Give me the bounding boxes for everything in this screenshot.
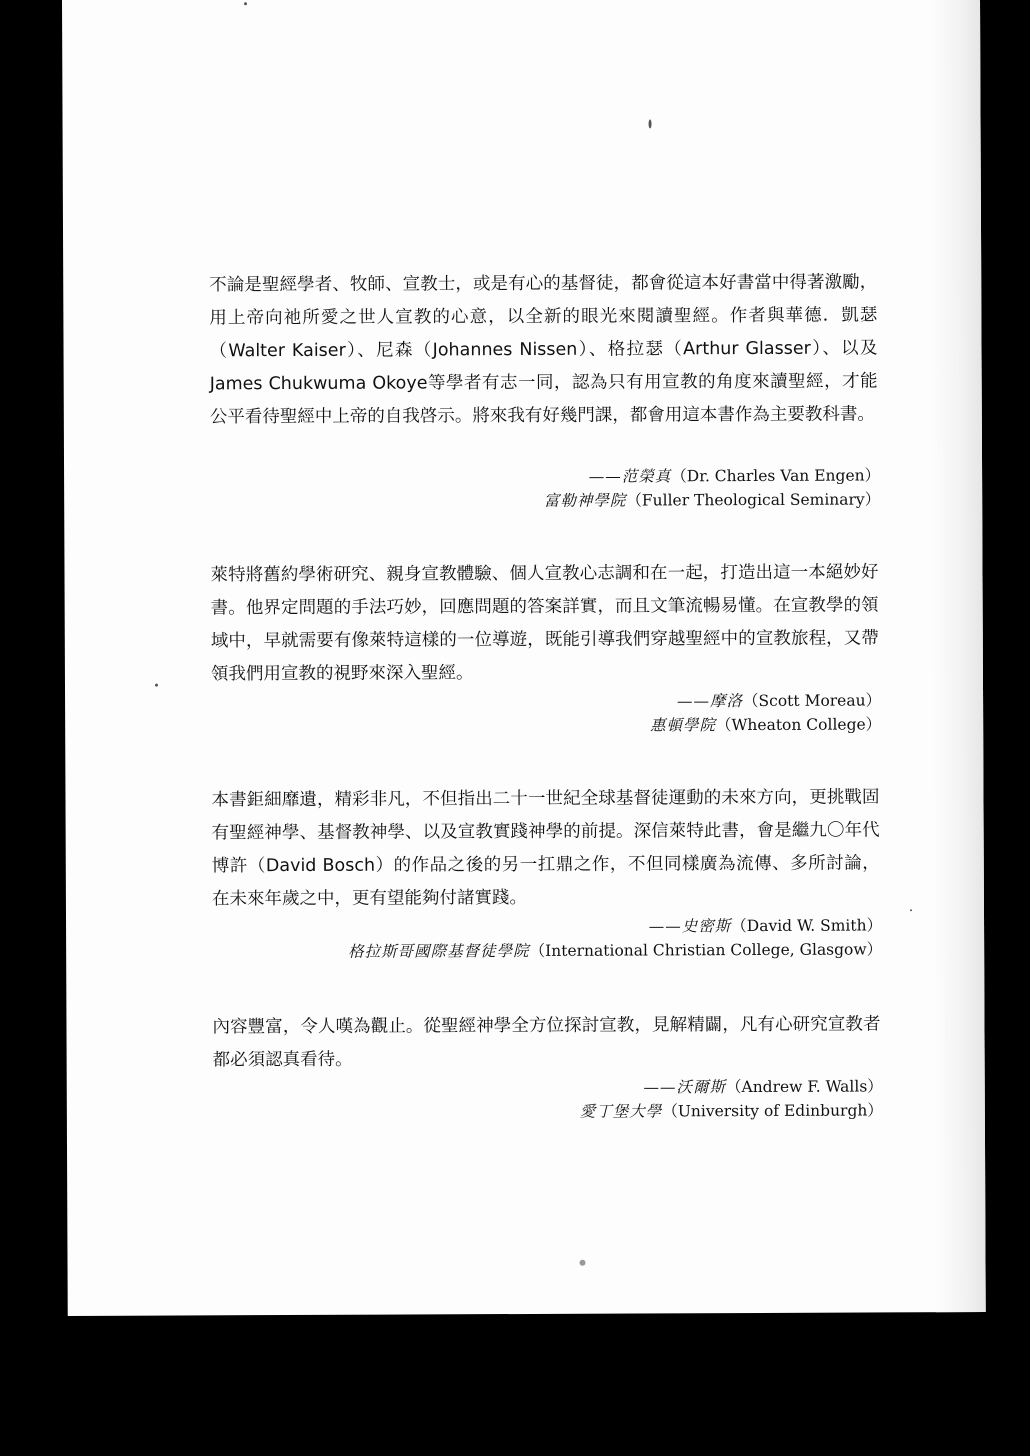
endorsement-attribution-2	[650, 688, 881, 737]
scan-speck	[580, 1260, 586, 1266]
attribution-org-line	[348, 937, 882, 963]
endorsement-attribution-3	[348, 913, 882, 963]
attribution-org-en: （University of Edinburgh）	[662, 1101, 883, 1121]
scan-speck	[155, 684, 158, 687]
endorsement-paragraph-3: 本書鉅細靡遺，精彩非凡，不但指出二十一世紀全球基督徒運動的未來方向，更挑戰固有聖經神學、基督教神學、以及宣教實踐神學的前提。深信萊特此書，會是繼九〇年代博許（David Bosch）的作品之後的另一扛鼎之作，不但同樣廣為流傳、多所討論，在未來年歲之中，更有望能夠付諸實踐。	[211, 787, 880, 910]
endorsement-paragraph-4: 內容豐富，令人嘆為觀止。從聖經神學全方位探討宣教，見解精闢，凡有心研究宣教者都必須認真看待。	[212, 1014, 881, 1071]
attribution-org-cn: 惠頓學院	[649, 716, 717, 735]
attribution-org-en: （Fuller Theological Seminary）	[626, 490, 881, 510]
attribution-name-cn: ——沃爾斯	[643, 1078, 727, 1097]
attribution-name-en: （Andrew F. Walls）	[725, 1077, 883, 1097]
attribution-org-en: （Wheaton College）	[715, 715, 882, 735]
scan-speck	[649, 119, 652, 128]
endorsement-attribution-4	[580, 1074, 883, 1123]
attribution-name-cn: ——范榮真	[588, 467, 672, 486]
scan-speck	[244, 2, 247, 5]
attribution-org-line	[580, 1098, 883, 1123]
attribution-name-en: （Scott Moreau）	[742, 691, 882, 711]
attribution-name-line	[650, 688, 881, 713]
attribution-org-cn: 格拉斯哥國際基督徒學院	[348, 941, 530, 961]
attribution-name-cn: ——摩洛	[676, 692, 744, 711]
attribution-name-line	[544, 463, 880, 488]
attribution-name-line	[580, 1074, 883, 1099]
attribution-name-en: （David W. Smith）	[731, 916, 883, 936]
attribution-org-line	[544, 487, 880, 512]
attribution-name-cn: ——史密斯	[648, 917, 732, 936]
endorsement-attribution-1	[544, 463, 881, 512]
attribution-org-en: （International Christian College, Glasgow）	[529, 940, 883, 960]
attribution-name-line	[348, 913, 882, 939]
scanned-page	[62, 0, 986, 1316]
scan-speck	[910, 909, 912, 911]
endorsement-paragraph-2: 萊特將舊約學術研究、親身宣教體驗、個人宣教心志調和在一起，打造出這一本絕妙好書。他界定問題的手法巧妙，回應問題的答案詳實，而且文筆流暢易懂。在宣教學的領域中，早就需要有像萊特這樣的一位導遊，既能引導我們穿越聖經中的宣教旅程，又帶領我們用宣教的視野來深入聖經。	[210, 562, 879, 685]
scan-edge-shadow	[930, 0, 986, 1312]
attribution-org-cn: 愛丁堡大學	[579, 1102, 663, 1121]
attribution-name-en: （Dr. Charles Van Engen）	[671, 466, 881, 486]
attribution-org-line	[650, 712, 881, 737]
attribution-org-cn: 富勒神學院	[543, 491, 627, 510]
endorsement-paragraph-1: 不論是聖經學者、牧師、宣教士，或是有心的基督徒，都會從這本好書當中得著激勵，用上帝向祂所愛之世人宣教的心意，以全新的眼光來閱讀聖經。作者與華德．凱瑟（Walter Kaiser）、尼森（Johannes Nissen）、格拉瑟（Arthur Glasser）、以及James Chukwuma Okoye等學者有志一同，認為只有用宣教的角度來讀聖經，才能公平看待聖經中上帝的自我啓示。將來我有好幾門課，都會用這本書作為主要教科書。	[209, 272, 878, 428]
